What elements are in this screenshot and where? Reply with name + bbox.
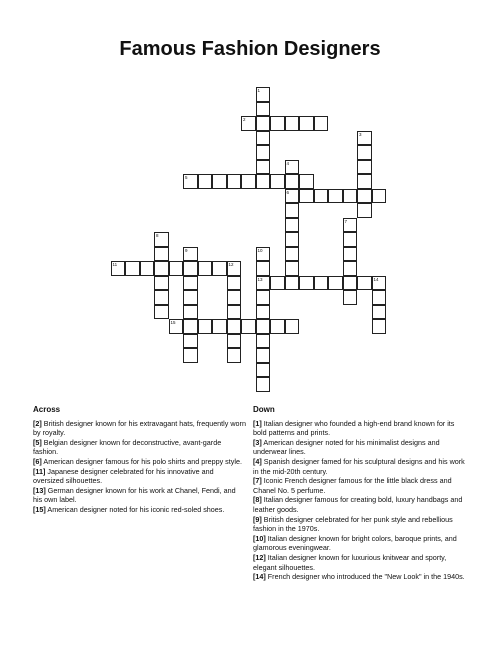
grid-cell[interactable]: [154, 232, 169, 247]
grid-cell[interactable]: [285, 174, 300, 189]
clue-text: Italian designer who founded a high-end brand known for its bold patterns and prints.: [253, 418, 455, 438]
clue-number-label: 9: [185, 247, 188, 253]
clue-number-label: 11: [112, 262, 118, 267]
clue-number: [4]: [253, 456, 262, 466]
grid-cell[interactable]: [314, 189, 329, 204]
clue-text: Japanese designer celebrated for his innovative and oversized silhouettes.: [33, 466, 214, 486]
grid-cell[interactable]: [227, 348, 242, 363]
grid-cell[interactable]: [256, 348, 271, 363]
across-clues: [33, 405, 246, 515]
grid-cell[interactable]: [212, 261, 227, 276]
grid-cell[interactable]: [357, 203, 372, 218]
grid-cell[interactable]: [125, 261, 140, 276]
clue-number: [11]: [33, 466, 46, 476]
grid-cell[interactable]: [285, 116, 300, 131]
clue-number-label: 13: [257, 276, 263, 282]
grid-cell[interactable]: [343, 232, 358, 247]
grid-cell[interactable]: [256, 174, 271, 189]
grid-cell[interactable]: [154, 290, 169, 305]
grid-cell[interactable]: [372, 319, 387, 334]
grid-cell[interactable]: [285, 261, 300, 276]
grid-cell[interactable]: [154, 276, 169, 291]
grid-cell[interactable]: [299, 116, 314, 131]
grid-cell[interactable]: [198, 261, 213, 276]
grid-cell[interactable]: [183, 305, 198, 320]
grid-cell[interactable]: [227, 305, 242, 320]
grid-cell[interactable]: [256, 334, 271, 349]
grid-cell[interactable]: [343, 218, 358, 233]
clue-number: [12]: [253, 552, 266, 562]
grid-cell[interactable]: [256, 261, 271, 276]
grid-cell[interactable]: [328, 189, 343, 204]
grid-cell[interactable]: [198, 174, 213, 189]
clue-text: German designer known for his work at Chanel, Fendi, and his own label.: [33, 485, 236, 505]
down-heading: Down: [253, 405, 275, 414]
clue-number: [2]: [33, 418, 42, 428]
clue-number-label: 2: [243, 117, 246, 122]
clue-number-label: 3: [359, 131, 362, 137]
grid-cell[interactable]: [227, 319, 242, 334]
grid-cell[interactable]: [372, 305, 387, 320]
down-clue: [253, 553, 466, 572]
clue-text: Italian designer known for bright colors, baroque prints, and glamorous eveningwear.: [253, 533, 457, 553]
grid-cell[interactable]: [285, 203, 300, 218]
grid-cell[interactable]: [212, 174, 227, 189]
clue-number-label: 5: [185, 175, 188, 180]
grid-cell[interactable]: [357, 189, 372, 204]
clue-text: American designer famous for his polo shirts and preppy style.: [41, 456, 242, 466]
grid-cell[interactable]: [256, 290, 271, 305]
grid-cell[interactable]: [169, 319, 184, 334]
grid-cell[interactable]: [285, 319, 300, 334]
grid-cell[interactable]: [256, 276, 271, 291]
down-clue: [253, 457, 466, 476]
down-clue: [253, 534, 466, 553]
grid-cell[interactable]: [357, 131, 372, 146]
grid-cell[interactable]: [285, 189, 300, 204]
clue-number-label: 4: [286, 160, 290, 166]
grid-cell[interactable]: [285, 218, 300, 233]
grid-cell[interactable]: [183, 247, 198, 262]
grid-cell[interactable]: [256, 102, 271, 117]
grid-cell[interactable]: [241, 174, 256, 189]
clue-number: [5]: [33, 437, 42, 447]
clue-number: [7]: [253, 476, 262, 486]
grid-cell[interactable]: [227, 174, 242, 189]
grid-cell[interactable]: [183, 290, 198, 305]
grid-cell[interactable]: [299, 189, 314, 204]
grid-cell[interactable]: [256, 319, 271, 334]
grid-cell[interactable]: [241, 319, 256, 334]
down-clue: [253, 419, 466, 438]
grid-cell[interactable]: [372, 189, 387, 204]
across-clue: [33, 438, 246, 457]
clue-number-label: 7: [344, 218, 348, 224]
grid-cell[interactable]: [343, 247, 358, 262]
grid-cell[interactable]: [256, 305, 271, 320]
grid-cell[interactable]: [183, 261, 198, 276]
across-clue: [33, 457, 246, 467]
grid-cell[interactable]: [270, 319, 285, 334]
grid-cell[interactable]: [212, 319, 227, 334]
grid-cell[interactable]: [183, 334, 198, 349]
grid-cell[interactable]: [372, 290, 387, 305]
grid-cell[interactable]: [270, 174, 285, 189]
grid-cell[interactable]: [314, 116, 329, 131]
clue-number-label: 14: [373, 276, 379, 282]
down-clue: [253, 572, 466, 582]
grid-cell[interactable]: [357, 160, 372, 175]
clue-text: Belgian designer known for deconstructive, avant-garde fashion.: [33, 437, 222, 457]
clue-number: [1]: [253, 418, 262, 428]
clue-number: [15]: [33, 504, 46, 514]
grid-cell[interactable]: [343, 189, 358, 204]
clue-text: American designer noted for his minimalist designs and underwear lines.: [253, 437, 440, 457]
clue-text: British designer known for his extravagant hats, frequently worn by royalty.: [33, 418, 246, 438]
down-clues: [253, 405, 466, 582]
grid-cell[interactable]: [154, 305, 169, 320]
grid-cell[interactable]: [140, 261, 155, 276]
grid-cell[interactable]: [111, 261, 126, 276]
grid-cell[interactable]: [357, 276, 372, 291]
clue-number-label: 15: [170, 320, 176, 325]
grid-cell[interactable]: [183, 174, 198, 189]
grid-cell[interactable]: [256, 377, 271, 392]
grid-cell[interactable]: [183, 348, 198, 363]
across-clue: [33, 505, 246, 515]
clue-number: [9]: [253, 514, 262, 524]
grid-cell[interactable]: [256, 160, 271, 175]
grid-cell[interactable]: [198, 319, 213, 334]
grid-cell[interactable]: [357, 145, 372, 160]
grid-cell[interactable]: [183, 276, 198, 291]
grid-cell[interactable]: [227, 276, 242, 291]
clue-text: Italian designer known for luxurious knitwear and sporty, elegant silhouettes.: [253, 552, 447, 572]
clue-number-label: 6: [286, 189, 290, 195]
across-heading: Across: [33, 405, 61, 414]
grid-cell[interactable]: [372, 276, 387, 291]
page-title: Famous Fashion Designers: [119, 38, 381, 60]
grid-cell[interactable]: [256, 363, 271, 378]
grid-cell[interactable]: [227, 290, 242, 305]
grid-cell[interactable]: [285, 160, 300, 175]
clue-text: Italian designer famous for creating bold, luxury handbags and leather goods.: [253, 495, 463, 514]
clue-number: [13]: [33, 485, 46, 495]
clue-number: [3]: [253, 437, 262, 447]
across-clue: [33, 419, 246, 438]
grid-cell[interactable]: [328, 276, 343, 291]
grid-cell[interactable]: [227, 261, 242, 276]
down-clue: [253, 495, 466, 514]
down-clue: [253, 515, 466, 534]
grid-cell[interactable]: [154, 261, 169, 276]
grid-cell[interactable]: [169, 261, 184, 276]
grid-cell[interactable]: [285, 247, 300, 262]
grid-cell[interactable]: [270, 276, 285, 291]
grid-cell[interactable]: [227, 334, 242, 349]
clue-text: French designer who introduced the "New Look" in the 1940s.: [265, 572, 465, 582]
grid-cell[interactable]: [299, 174, 314, 189]
grid-cell[interactable]: [256, 145, 271, 160]
grid-cell[interactable]: [270, 116, 285, 131]
clue-text: Iconic French designer famous for the little black dress and Chanel No. 5 perfume.: [253, 476, 452, 495]
grid-cell[interactable]: [256, 131, 271, 146]
clue-text: British designer celebrated for her punk style and rebellious fashion in the 1970s.: [253, 514, 453, 534]
clue-number-label: 1: [257, 88, 261, 93]
grid-cell[interactable]: [154, 247, 169, 262]
clue-number: [8]: [253, 495, 262, 505]
grid-cell[interactable]: [256, 247, 271, 262]
grid-cell[interactable]: [314, 276, 329, 291]
across-clue: [33, 486, 246, 505]
clue-number: [14]: [253, 572, 266, 582]
grid-cell[interactable]: [241, 116, 256, 131]
clue-number: [10]: [253, 533, 266, 543]
clue-number-label: 10: [257, 247, 263, 253]
clue-number: [6]: [33, 456, 42, 466]
grid-cell[interactable]: [256, 116, 271, 131]
clue-number-label: 12: [228, 262, 234, 267]
grid-cell[interactable]: [183, 319, 198, 334]
grid-cell[interactable]: [299, 276, 314, 291]
grid-cell[interactable]: [256, 87, 271, 102]
down-clue: [253, 438, 466, 457]
grid-cell[interactable]: [343, 261, 358, 276]
grid-cell[interactable]: [285, 232, 300, 247]
clue-text: Spanish designer famed for his sculptural designs and his work in the mid-20th century.: [253, 456, 465, 476]
down-clue: [253, 476, 466, 495]
across-clue: [33, 467, 246, 486]
grid-cell[interactable]: [343, 290, 358, 305]
grid-cell[interactable]: [343, 276, 358, 291]
grid-cell[interactable]: [285, 276, 300, 291]
grid-cell[interactable]: [357, 174, 372, 189]
clue-number-label: 8: [156, 233, 159, 238]
clue-text: American designer noted for his iconic red-soled shoes.: [45, 504, 225, 514]
